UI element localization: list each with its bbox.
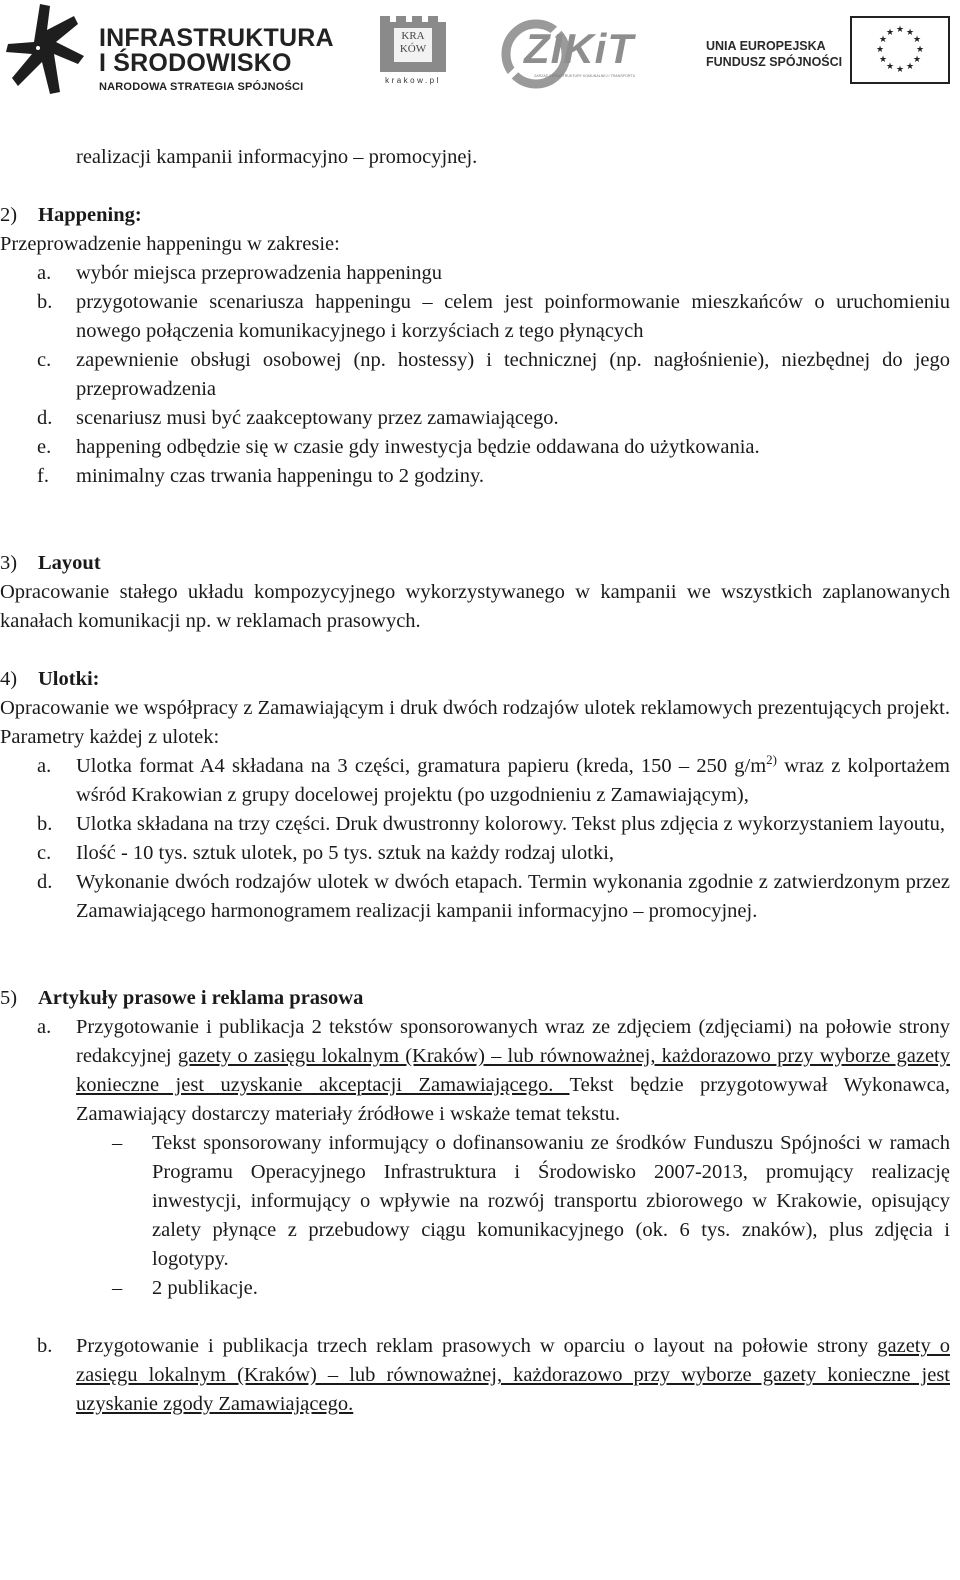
list-item: d. scenariusz musi być zaakceptowany przez zamawiającego. — [37, 407, 559, 429]
zikit-subtitle: ZARZĄD INFRASTRUKTURY KOMUNALNEJ I TRANSPORTU — [534, 74, 636, 78]
list-item: a. wybór miejsca przeprowadzenia happeningu — [37, 262, 443, 284]
section-heading-happening — [0, 201, 950, 230]
ulotki-list — [0, 752, 950, 926]
krakow-logo — [378, 16, 448, 90]
section-number: 5) — [0, 987, 18, 1009]
krakow-badge-text: KRA KÓW — [399, 30, 427, 55]
svg-text:★: ★ — [878, 35, 888, 45]
list-item: b. Przygotowanie i publikacja trzech reklam prasowych w oparciu o layout na połowie strony gazety o zasięgu lokalnym (Kraków) – lub równoważnej, każdorazowo przy wyborze gazety konieczne jest uzyskanie zgody Zamawiającego. — [37, 1335, 950, 1415]
list-item: b. przygotowanie scenariusza happeningu – celem jest poinformowanie mieszkańców o uruchomieniu nowego połączenia komunikacyjnego i korzyściach z tego płynących — [37, 291, 950, 342]
document-body — [0, 143, 950, 1419]
section-number: 4) — [0, 668, 18, 690]
zikit-wordmark: ZIKiT — [524, 25, 634, 72]
poiis-title: INFRASTRUKTURA I ŚRODOWISKO — [99, 24, 334, 77]
infrastruktura-srodowisko-logo — [4, 2, 334, 100]
section-paragraph: Opracowanie we współpracy z Zamawiającym i druk dwóch rodzajów ulotek reklamowych prezentujących projekt. Parametry każdej z ulotek: — [0, 697, 950, 748]
section-title: Ulotki: — [38, 668, 100, 690]
poiis-subtitle: NARODOWA STRATEGIA SPÓJNOŚCI — [99, 81, 304, 93]
list-item: c. Ilość - 10 tys. sztuk ulotek, po 5 tys. sztuk na każdy rodzaj ulotki, — [37, 842, 615, 864]
unia-europejska-logo — [700, 16, 954, 88]
section-lead: Przeprowadzenie happeningu w zakresie: — [0, 233, 340, 255]
page-header — [0, 0, 960, 100]
svg-text:★: ★ — [912, 55, 922, 65]
section-number: 2) — [0, 204, 18, 226]
svg-text:★: ★ — [915, 45, 925, 55]
svg-text:★: ★ — [912, 35, 922, 45]
svg-text:★: ★ — [885, 62, 895, 72]
section-heading-ulotki — [0, 665, 950, 694]
section-heading-artykuly — [0, 984, 950, 1013]
svg-text:★: ★ — [875, 45, 885, 55]
section-title: Happening: — [38, 204, 142, 226]
dash-item: – Tekst sponsorowany informujący o dofinansowaniu ze środków Funduszu Spójności w ramach Programu Operacyjnego Infrastruktura i Środowisko 2007-2013, promujący realizację inwestycji, informujący o wpływie na rozwój transportu zbiorowego w Krakowie, opisujący zalety płynące z przebudowy ciągu komunikacyjnego (ok. 6 tys. znaków), plus zdjęcia i logotypy. — [112, 1132, 950, 1270]
list-item: b. Ulotka składana na trzy części. Druk dwustronny kolorowy. Tekst plus zdjęcia z wykorzystaniem layoutu, — [37, 813, 946, 835]
intro-line: realizacji kampanii informacyjno – promocyjnej. — [76, 146, 478, 168]
list-item: c. zapewnienie obsługi osobowej (np. hostessy) i technicznej (np. nagłośnienie), niezbędnej do jego przeprowadzenia — [37, 349, 950, 400]
underlined-text: gazety o zasięgu lokalnym (Kraków) – lub równoważnej, każdorazowo przy wyborze gazety konieczne jest uzyskanie akceptacji Zamawiającego. — [76, 1045, 950, 1096]
star-figure-icon — [4, 2, 94, 98]
ue-text: UNIA EUROPEJSKA FUNDUSZ SPÓJNOŚCI — [706, 39, 843, 69]
svg-text:★: ★ — [905, 28, 915, 38]
list-item: a. Przygotowanie i publikacja 2 tekstów sponsorowanych wraz ze zdjęciem (zdjęciami) na połowie strony redakcyjnej gazety o zasięgu lokalnym (Kraków) – lub równoważnej, każdorazowo przy wyborze gazety konieczne jest uzyskanie akceptacji Zamawiającego. Tekst będzie przygotowywał Wykonawca, Zamawiający dostarczy materiały źródłowe i wskaże temat tekstu. — [37, 1016, 950, 1125]
section-heading-layout — [0, 549, 950, 578]
svg-text:★: ★ — [878, 55, 888, 65]
krakow-url: krakow.pl — [385, 76, 441, 85]
list-item: a. Ulotka format A4 składana na 3 części, gramatura papieru (kreda, 150 – 250 $g/m^{2)}$ wraz z kolportażem wśród Krakowian z grupy docelowej projektu (po uzgodnieniu z Zamawiającym), — [37, 752, 950, 806]
svg-text:★: ★ — [895, 65, 905, 75]
list-item: d. Wykonanie dwóch rodzajów ulotek w dwóch etapach. Termin wykonania zgodnie z zatwierdzonym przez Zamawiającego harmonogramem realizacji kampanii informacyjno – promocyjnej. — [37, 871, 950, 922]
list-item: e. happening odbędzie się w czasie gdy inwestycja będzie oddawana do użytkowania. — [37, 436, 760, 458]
dash-item: – 2 publikacje. — [112, 1277, 258, 1299]
underlined-text: gazety o zasięgu lokalnym (Kraków) – lub równoważnej, każdorazowo przy wyborze gazety konieczne jest uzyskanie zgody Zamawiającego. — [76, 1335, 950, 1415]
zikit-logo — [500, 18, 650, 90]
eu-flag-icon — [850, 16, 950, 84]
svg-text:★: ★ — [895, 25, 905, 35]
list-item: f. minimalny czas trwania happeningu to 2 godziny. — [37, 465, 484, 487]
happening-list — [0, 259, 950, 491]
section-number: 3) — [0, 552, 18, 574]
section-paragraph: Opracowanie stałego układu kompozycyjnego wykorzystywanego w kampanii we wszystkich zaplanowanych kanałach komunikacji np. w reklamach prasowych. — [0, 581, 950, 632]
svg-text:★: ★ — [885, 28, 895, 38]
section-title: Layout — [38, 552, 101, 574]
svg-text:★: ★ — [905, 62, 915, 72]
section-title: Artykuły prasowe i reklama prasowa — [38, 987, 364, 1009]
